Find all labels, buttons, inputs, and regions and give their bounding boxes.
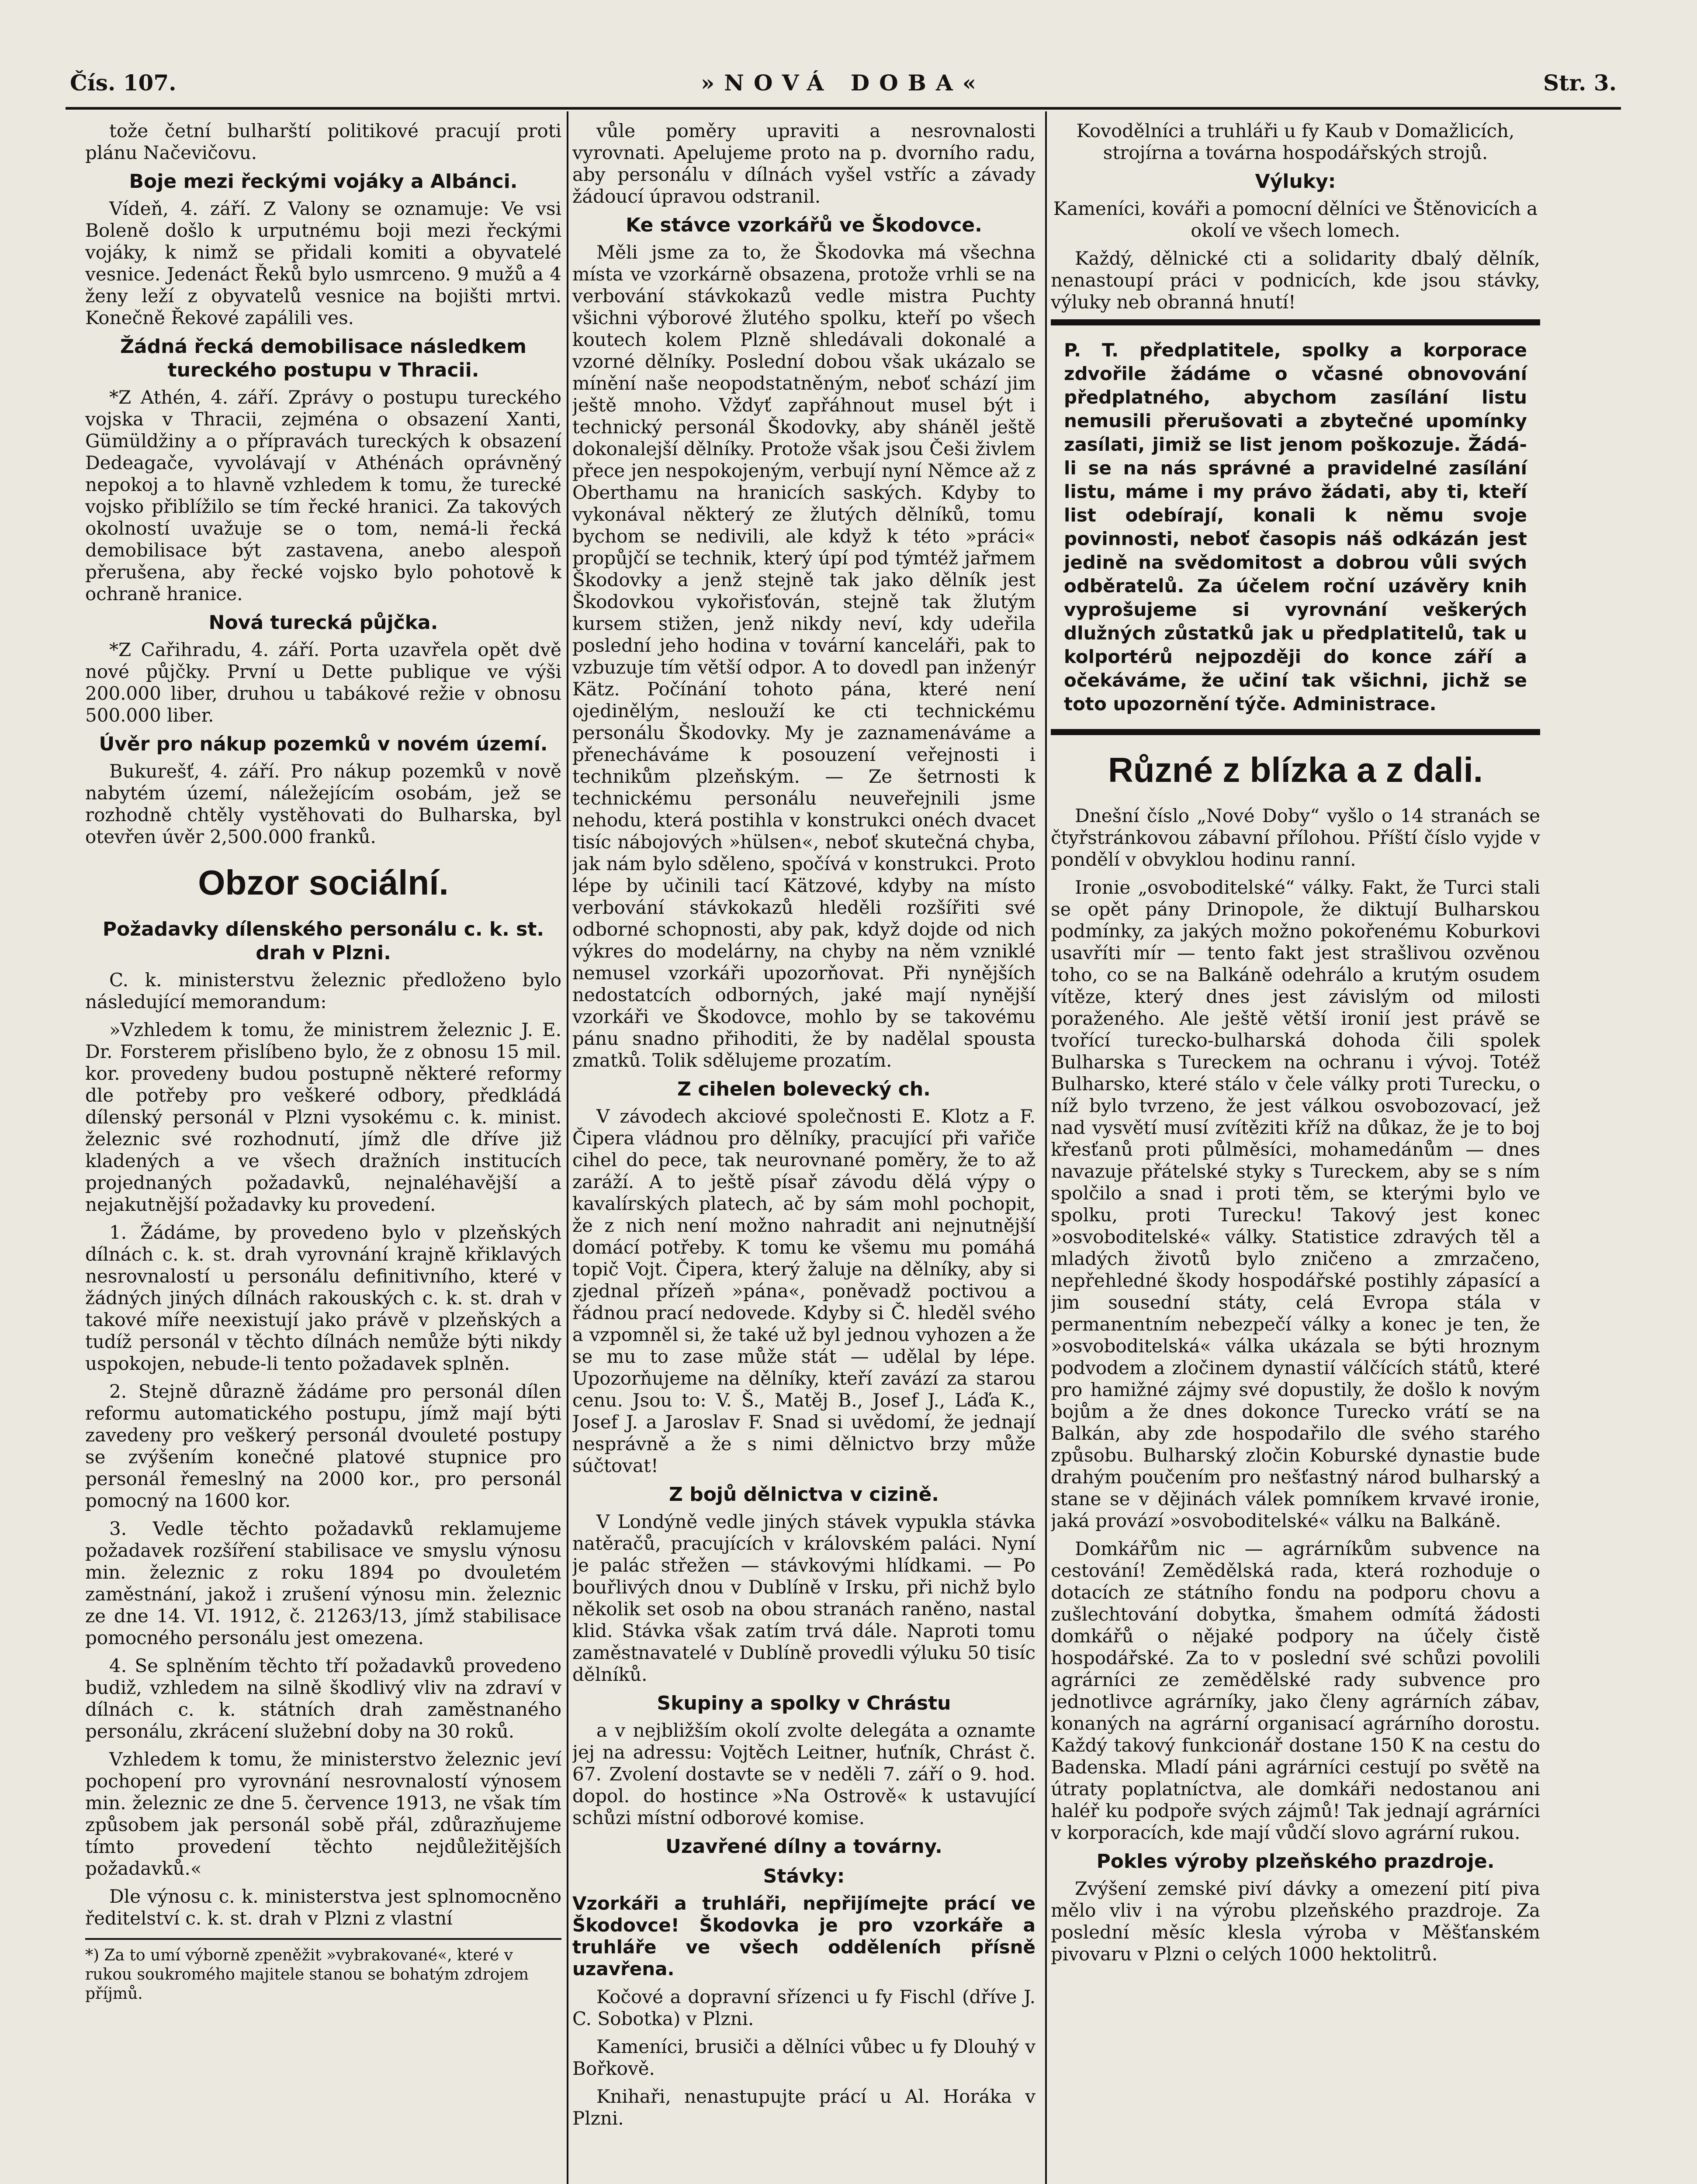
article-heading: Nová turecká půjčka. — [208, 612, 438, 634]
notice-line: Kameníci, kováři a pomocní dělníci ve Štěnovicích a okolí ve všech lomech. — [1053, 198, 1538, 241]
article-paragraph: C. k. ministerstvu železnic předloženo bylo následující memorandum: — [85, 969, 561, 1013]
column-1 — [85, 120, 561, 2004]
section-heading: Různé z blízka a z dali. — [1108, 750, 1483, 789]
article-paragraph: Kočové a dopravní sřízenci u fy Fischl (dříve J. C. Sobotka) v Plzni. — [572, 1986, 1036, 2029]
article-paragraph: 1. Žádáme, by provedeno bylo v plzeňských dílnách c. k. st. drah vyrovnání krajně křiklavých nesrovnalostí u personálu definitivního, které v žádných jiných dílnách rakouských c. k. st. drah v takové míře neexistují jako právě v plzeňských a tudíž personál v těchto dílnách nemůže býti nikdy uspokojen, nebude-li tento požadavek splněn. — [85, 1222, 561, 1374]
article-paragraph: 2. Stejně důrazně žádáme pro personál dílen reformu automatického postupu, jímž mají býti zavedeny pro veškerý personál dvouleté postupy se zvýšením konečné platové stupnice pro personál řemeslný na 2000 kor., pro personál pomocný na 1600 kor. — [85, 1381, 561, 1511]
article-heading: Ke stávce vzorkářů ve Škodovce. — [626, 214, 982, 236]
article-paragraph: Dle výnosu c. k. ministerstva jest splnomocněno ředitelství c. k. st. drah v Plzni z vlastní — [85, 1886, 561, 1929]
article-paragraph: Vzhledem k tomu, že ministerstvo železnic jeví pochopení pro vyrovnání nesrovnalostí výnosem min. železnic ze dne 5. července 1913, ne však tím způsobem jak personál sobě přál, zdůrazňujeme tímto provedení těchto nejdůležitějších požadavků.« — [85, 1749, 561, 1879]
article-paragraph: Vídeň, 4. září. Z Valony se oznamuje: Ve vsi Boleně došlo k urputnému boji mezi řeckými vojáky, k nimž se přidali komiti a obyvatelé vesnice. Jedenáct Řeků bylo usmrceno. 9 mužů a 4 ženy leží z obyvatelů vesnice na bojišti mrtvi. Konečně Řekové zapálili ves. — [85, 198, 561, 328]
column-3 — [1051, 120, 1540, 1971]
article-paragraph: Dnešní číslo „Nové Doby“ vyšlo o 14 stranách se čtyřstránkovou zábavní přílohou. Příští číslo vyjde v pondělí v obvyklou hodinu ranní. — [1051, 805, 1540, 870]
article-paragraph: Každý, dělnické cti a solidarity dbalý dělník, nenastoupí práci v podnicích, kde jsou stávky, výluky neb obranná hnutí! — [1051, 248, 1540, 313]
article-paragraph: vůle poměry upraviti a nesrovnalosti vyrovnati. Apelujeme proto na p. dvorního radu, aby personálu v dílnách vyšel vstříc a závady žádoucí úpravou odstranil. — [572, 120, 1036, 207]
article-heading: Úvěr pro nákup pozemků v novém území. — [99, 733, 548, 755]
header-rule — [66, 107, 1621, 110]
article-paragraph: Bukurešť, 4. září. Pro nákup pozemků v nově nabytém území, náležejícím osobám, jež se rozhodně chtěly vystěhovati do Bulharska, byl otevřen úvěr 2,500.000 franků. — [85, 760, 561, 847]
article-heading: Požadavky dílenského personálu c. k. st. drah v Plzni. — [102, 918, 544, 964]
issue-number: Čís. 107. — [70, 70, 177, 96]
column-2 — [572, 120, 1036, 2136]
article-heading: Žádná řecká demobilisace následkem tureckého postupu v Thracii. — [120, 335, 526, 381]
footnote: *) Za to umí výborně zpeněžit »vybrakované«, které v rukou soukromého majitele stanou se bohatým zdrojem příjmů. — [85, 1938, 561, 2004]
article-paragraph: *Z Athén, 4. září. Zprávy o postupu tureckého vojska v Thracii, zejména o obsazení Xanti, Gümüldžiny a o přípravách tureckých k obsazení Dedeagače, vyvolávají v Athénách oprávněný nepokoj a to hlavně vzhledem k tomu, že turecké vojsko přiblížilo se tím řecké hranici. Za takových okolností uvažuje se o tom, nemá-li řecká demobilisace být zastavena, anebo alespoň přerušena, aby řecké vojsko bylo pohotově k ochraně hranice. — [85, 387, 561, 605]
article-paragraph: V závodech akciové společnosti E. Klotz a F. Čipera vládnou pro dělníky, pracující při vařiče cihel do pece, tak neurovnané poměry, že to až zaráží. A to ještě písař závodu dělá výpy o kavalírských platech, ač by sám mohl pochopit, že z nich není možno nahradit ani nejnutnější domácí potřeby. K tomu ke všemu mu pomáhá topič Vojt. Čipera, který žaluje na dělníky, aby si zjednal přízeň »pána«, poněvadž poctivou a řádnou prací nedovede. Kdyby si Č. hleděl svého a vzpomněl si, že také už byl jednou vyhozen a že se mu to zase může stát — udělal by lépe. Upozorňujeme na dělníky, kteří zavází za starou cenu. Jsou to: V. Š., Matěj B., Josef J., Láďa K., Josef J. a Jaroslav F. Snad si uvědomí, že jednají nesprávně a že s nimi dělnictvo brzy může súčtovat! — [572, 1106, 1036, 1476]
article-paragraph: tože četní bulharští politikové pracují proti plánu Načevičovu. — [85, 120, 561, 163]
strike-warning: Vzorkáři a truhláři, nepřijímejte prácí ve Škodovce! Škodovka je pro vzorkáře a truhláře ve všech odděleních přísně uzavřena. — [572, 1893, 1036, 1980]
page-number: Str. 3. — [1543, 70, 1617, 96]
article-paragraph: Domkářům nic — agrárníkům subvence na cestování! Zemědělská rada, která rozhoduje o dotacích ze státního fondu na podporu chovu a zušlechtování dobytka, šmahem odmítá žádosti domkářů o nějaké podpory na účely čistě hospodářské. Za to v poslední své schůzi povolili agrárníci ze zemědělské rady subvence pro jednotlivce agrárníky, jako členy agrárních zábav, konaných na agrární organisací agrárního dorostu. Každý takový funkcionář dostane 150 K na cestu do Badenska. Mladí páni agrárníci cestují po světě na útraty poplatníctva, ale domkáři nedostanou ani haléř ku podpoře svých zájmů! Tak jednají agrárníci v korporacích, kde mají vůdčí slovo agrární rukou. — [1051, 1538, 1540, 1843]
article-heading: Boje mezi řeckými vojáky a Albánci. — [129, 170, 518, 193]
article-paragraph: 4. Se splněním těchto tří požadavků provedeno budiž, vzhledem na silně škodlivý vliv na zdraví v dílnách c. k. státních drah zaměstnaného personálu, zkrácení služební doby na 30 roků. — [85, 1655, 561, 1742]
article-paragraph: »Vzhledem k tomu, že ministrem železnic J. E. Dr. Forsterem přislíbeno bylo, že z obnosu 15 mil. kor. provedeny budou postupně některé reformy dle potřeby pro veškeré odbory, předkládá dílenský personál v Plzni vysokému c. k. minist. železnic své rozhodnutí, jímž dle dříve již kladených a ve všech dražních institucích projednaných požadavků, nejnaléhavější a nejakutnější požadavky ku provedení. — [85, 1019, 561, 1215]
article-paragraph: V Londýně vedle jiných stávek vypukla stávka natěračů, pracujících v královském paláci. Nyní je palác střežen — stávkovými hlídkami. — Po bouřlivých dnou v Dublíně v Irsku, při nichž bylo několik set osob na obou stranách raněno, nastal klid. Stávka však zatím trvá dále. Naproti tomu zaměstnavatelé v Dublíně provedli výluku 50 tisíc dělníků. — [572, 1511, 1036, 1685]
section-heading: Obzor sociální. — [198, 863, 449, 902]
article-heading: Pokles výroby plzeňského prazdroje. — [1096, 1850, 1495, 1873]
article-paragraph: a v nejbližším okolí zvolte delegáta a oznamte jej na adressu: Vojtěch Leitner, huťník, Chrást č. 67. Zvolení dostavte se v neděli 7. září o 9. hod. dopol. do hostince »Na Ostrově« k ustavující schůzi místní odborové komise. — [572, 1720, 1036, 1828]
article-heading: Z cihelen bolevecký ch. — [677, 1078, 931, 1100]
article-paragraph: Kameníci, brusiči a dělníci vůbec u fy Dlouhý v Bořkově. — [572, 2036, 1036, 2079]
subscriber-notice: P. T. předplatitele, spolky a korporace zdvořile žádáme o včasné obnovování předplatného, abychom zasílání listu nemusili přerušovati a zbytečné upomínky zasílati, jimiž se list jenom poškozuje. Žádá-li se na nás správné a pravidelné zasílání listu, máme i my právo žádati, aby ti, kteří list odebírají, konali k němu svoje povinnosti, neboť časopis náš odkázán jest jedině na svědomitost a dobrou vůli svých odběratelů. Za účelem roční uzávěry knih vyprošujeme si vyrovnání veškerých dlužných zůstatků jak u předplatitelů, tak u kolportérů nejpozději do konce září a očekáváme, že učiní tak všichni, jichž se toto upozornění týče. Administrace. — [1051, 319, 1540, 735]
article-paragraph: Měli jsme za to, že Škodovka má všechna místa ve vzorkárně obsazena, protože vrhli se na verbování stávkokazů vedle mistra Puchty všichni výborové žlutého spolku, kteří po všech koutech kolem Plzně shledávali dokonalé a vzorné dělníky. Poslední dobou však ukázalo se mínění naše neopodstatněným, neboť schází jim ještě mnoho. Vždyť zapřáhnout musel být i technický personál Škodovky, aby sháněl ještě dokonalejší dělníky. Protože však jsou Češi živlem přece jen nespokojeným, verbují nyní Němce až z Oberthamu na hranicích saských. Kdyby to vykonával některý ze žlutých dělníků, tomu bychom se nedivili, ale když k této »práci« propůjčí se technik, který úpí pod týmtéž jařmem Škodovky a jenž stejně tak jako dělník jest Škodovkou vykořisťován, stejně tak žlutým kursem stižen, jenž nikdy neví, kdy udeřila poslední jeho hodina v tovární kanceláři, pak to vzbuzuje tím větší odpor. A to dovedl pan inženýr Kätz. Počínání tohoto pána, které není ojedinělým, neslouží ke cti technickému personálu Škodovky. My je zaznamenáváme a přenecháváme k posouzení veřejnosti i technikům plzeňským. — Ze šetrnosti k technickému personálu neuveřejnili jsme nehodu, která postihla v konstrukci onéch dvacet tisíc nábojových »hülsen«, neboť skutečná chyba, jak nám bylo sděleno, spočívá v konstrukci. Proto lépe by učinili tací Kätzové, kdyby na místo verbování stávkokazů hleděli rozšířiti své odborné schopnosti, aby pak, když dojde od nich výkres do modelárny, na chyby na něm vzniklé nemusel vzorkáři upozorňovat. Při nynějších nedostatcích odborných, jaké mají nynější vzorkáři ve Škodovce, mohlo by se takovému pánu snadno přihoditi, že by nadělal spousta zmatků. Tolik sdělujeme prozatím. — [572, 242, 1036, 1071]
article-paragraph: Zvýšení zemské piví dávky a omezení pití piva mělo vliv i na výrobu plzeňského prazdroje. Za poslední měsíc klesla výroba v Měšťanském pivovaru v Plzni o celých 1000 hektolitrů. — [1051, 1878, 1540, 1965]
article-paragraph: Knihaři, nenastupujte prácí u Al. Horáka v Plzni. — [572, 2086, 1036, 2129]
article-heading: Uzavřené dílny a továrny. — [665, 1835, 942, 1858]
article-paragraph: Ironie „osvoboditelské“ války. Fakt, že Turci stali se opět pány Drinopole, že diktují Bulharskou podmínky, za jakých možno pokořenému Koburkovi usavříti mír — tento fakt jest strašlivou ozvěnou toho, co se na Balkáně odehrálo a krutým osudem vítěze, který dnes jest závislým od milosti poraženého. Ale ještě větší ironií jest právě se tvořící turecko-bulharská dohoda čili spolek Bulharska s Tureckem na ochranu i vývoj. Totéž Bulharsko, které stálo v čele války proti Turecku, o níž bylo tvrzeno, že jest válkou osvobozovací, jež nad vysvětí musí zvítěziti kříž na důkaz, že je to boj křesťanů proti půlměsíci, mohamedánům — dnes navazuje přátelské styky s Tureckem, aby se s ním spolčilo a snad i proti těm, se kterými bylo ve spolku, proti Turecku! Takový jest konec »osvoboditelské« války. Statistice zdravých těl a mladých životů bylo zničeno a zmrzačeno, nepřehledné škody hospodářské postihly zápasící a jim sousední státy, celá Evropa stála v permanentním nebezpečí války a konec je ten, že »osvoboditelská« válka ukázala se býti hroznym podvodem a zločinem dynastií válčících států, které pro hamižné zájmy své dopustily, že došlo k novým bojům a že dnes dokonce Turecko vrátí se na Balkán, aby zde hospodařilo dle svého starého způsobu. Bulharský zločin Koburské dynastie bude drahým poučením pro nešťastný národ bulharský a stane se v dějinách válek pomníkem krvavé ironie, jaká provází »osvoboditelské« válku na Balkáně. — [1051, 877, 1540, 1531]
column-divider-2 — [1045, 111, 1047, 2184]
article-heading: Z bojů dělnictva v cizině. — [668, 1483, 939, 1506]
article-heading: Skupiny a spolky v Chrástu — [657, 1692, 951, 1714]
article-paragraph: *Z Cařihradu, 4. září. Porta uzavřela opět dvě nové půjčky. První u Dette publique ve výši 200.000 liber, druhou u tabákové režie v obnosu 500.000 liber. — [85, 639, 561, 726]
newspaper-title: »NOVÁ DOBA« — [701, 70, 986, 96]
article-heading: Stávky: — [763, 1865, 845, 1887]
article-heading: Výluky: — [1255, 170, 1336, 193]
column-divider-1 — [567, 111, 568, 2184]
article-paragraph: 3. Vedle těchto požadavků reklamujeme požadavek rozšíření stabilisace ve smyslu výnosu min. železnic z roku 1894 po dvouletém zaměstnání, jakož i zrušení výnosu min. železnic ze dne 14. VI. 1912, č. 21263/13, jímž stabilisace pomocného personálu jest omezena. — [85, 1518, 561, 1648]
page-header — [66, 66, 1621, 100]
notice-line: Kovodělníci a truhláři u fy Kaub v Domažlicích, strojírna a továrna hospodářských strojů. — [1076, 120, 1515, 163]
